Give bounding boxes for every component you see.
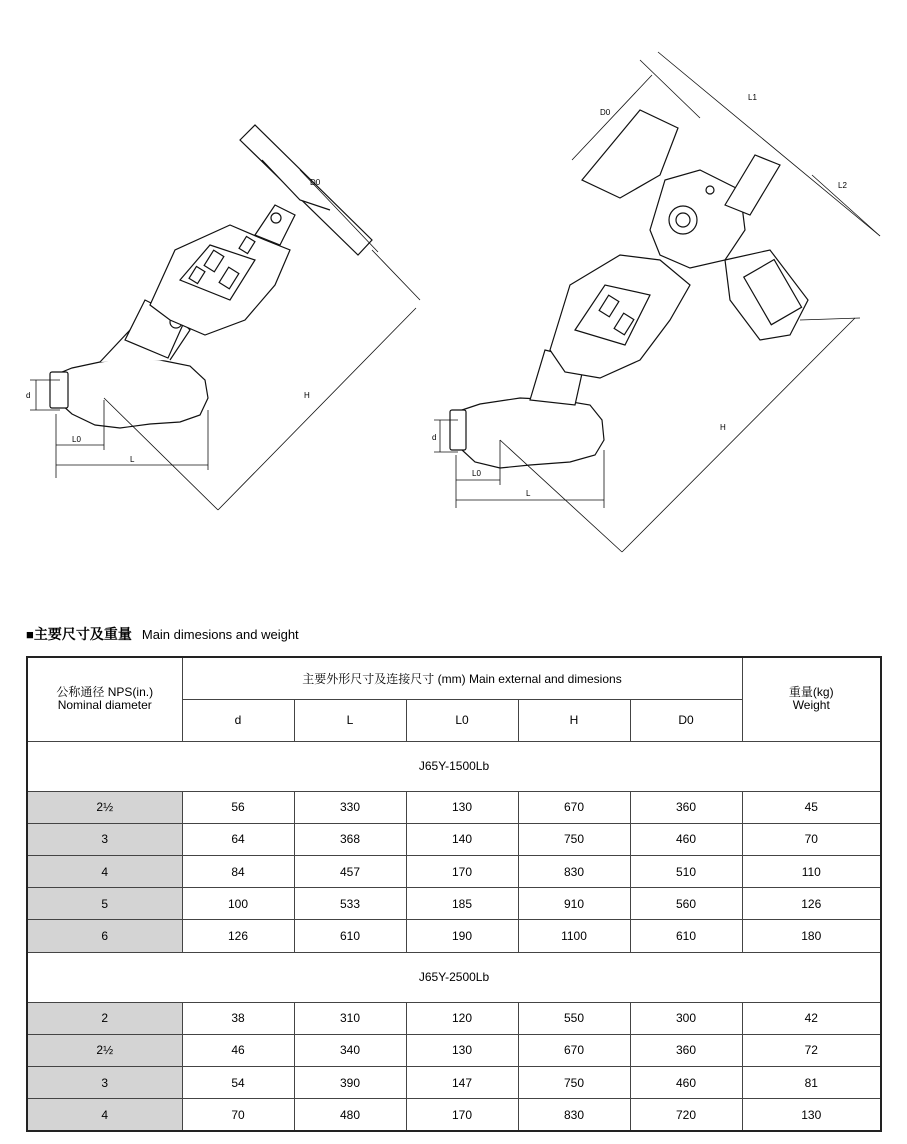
d0-cell: 560 — [630, 888, 742, 920]
d-cell: 126 — [182, 920, 294, 952]
l-cell: 610 — [294, 920, 406, 952]
right-l0-label: L0 — [472, 469, 481, 478]
d-cell: 46 — [182, 1034, 294, 1066]
weight-cell: 110 — [742, 855, 881, 887]
section-title-en: Main dimesions and weight — [141, 627, 299, 642]
col-d-header: d — [182, 699, 294, 741]
d0-cell: 460 — [630, 823, 742, 855]
handwheel-valve-dimensions — [30, 170, 420, 510]
col-h-header: H — [518, 699, 630, 741]
weight-zh: 重量(kg) — [788, 685, 834, 700]
l0-cell: 130 — [406, 791, 518, 823]
h-cell: 550 — [518, 1002, 630, 1034]
right-l1-label: L1 — [748, 93, 757, 102]
right-l-label: L — [526, 489, 531, 498]
l-cell: 390 — [294, 1067, 406, 1099]
l-cell: 340 — [294, 1034, 406, 1066]
d0-cell: 510 — [630, 855, 742, 887]
right-d0-label: D0 — [600, 108, 611, 117]
table-row — [27, 1099, 881, 1131]
section-2500lb — [27, 952, 881, 1131]
nps-cell: 5 — [27, 888, 182, 920]
nps-cell: 2½ — [27, 791, 182, 823]
nps-cell: 3 — [27, 823, 182, 855]
l-cell: 480 — [294, 1099, 406, 1131]
left-l-label: L — [130, 455, 135, 464]
table-row — [27, 855, 881, 887]
section-title-zh: 主要尺寸及重量 — [33, 626, 132, 642]
nps-cell: 2 — [27, 1002, 182, 1034]
weight-cell: 45 — [742, 791, 881, 823]
col-l0-header: L0 — [406, 699, 518, 741]
section-label: J65Y-2500Lb — [27, 952, 881, 1002]
d-cell: 84 — [182, 855, 294, 887]
l0-cell: 140 — [406, 823, 518, 855]
d0-cell: 720 — [630, 1099, 742, 1131]
nps-cell: 4 — [27, 1099, 182, 1131]
table-row — [27, 1002, 881, 1034]
right-d-label: d — [432, 433, 437, 442]
l-cell: 457 — [294, 855, 406, 887]
l0-cell: 185 — [406, 888, 518, 920]
table-row — [27, 791, 881, 823]
dimensions-table — [26, 656, 882, 1132]
header-row — [27, 657, 881, 699]
h-cell: 1100 — [518, 920, 630, 952]
d0-cell: 460 — [630, 1067, 742, 1099]
handwheel-valve-drawing — [50, 125, 372, 428]
weight-cell: 130 — [742, 1099, 881, 1131]
nps-cell: 4 — [27, 855, 182, 887]
h-cell: 670 — [518, 1034, 630, 1066]
weight-en: Weight — [792, 698, 830, 713]
d-cell: 54 — [182, 1067, 294, 1099]
l-cell: 310 — [294, 1002, 406, 1034]
main-dimensions-header: 主要外形尺寸及连接尺寸 (mm) Main external and dimesions — [182, 657, 742, 699]
h-cell: 830 — [518, 855, 630, 887]
weight-header — [742, 657, 881, 741]
h-cell: 910 — [518, 888, 630, 920]
section-label-row — [27, 741, 881, 791]
gear-valve-drawing — [450, 110, 808, 468]
col-d0-header: D0 — [630, 699, 742, 741]
l0-cell: 170 — [406, 1099, 518, 1131]
d-cell: 38 — [182, 1002, 294, 1034]
weight-cell: 81 — [742, 1067, 881, 1099]
d0-cell: 360 — [630, 1034, 742, 1066]
table-row — [27, 888, 881, 920]
h-cell: 750 — [518, 823, 630, 855]
h-cell: 750 — [518, 1067, 630, 1099]
l0-cell: 170 — [406, 855, 518, 887]
weight-cell: 70 — [742, 823, 881, 855]
d0-cell: 360 — [630, 791, 742, 823]
right-h-label: H — [720, 423, 726, 432]
l0-cell: 120 — [406, 1002, 518, 1034]
l0-cell: 190 — [406, 920, 518, 952]
left-h-label: H — [304, 391, 310, 400]
l0-cell: 147 — [406, 1067, 518, 1099]
left-d-label: d — [26, 391, 31, 400]
h-cell: 670 — [518, 791, 630, 823]
l-cell: 533 — [294, 888, 406, 920]
table-row — [27, 920, 881, 952]
weight-cell: 126 — [742, 888, 881, 920]
section-bullet: ■ — [26, 627, 34, 642]
l-cell: 330 — [294, 791, 406, 823]
table-row — [27, 1034, 881, 1066]
weight-cell: 180 — [742, 920, 881, 952]
l0-cell: 130 — [406, 1034, 518, 1066]
section-label-row — [27, 952, 881, 1002]
d0-cell: 610 — [630, 920, 742, 952]
nps-cell: 6 — [27, 920, 182, 952]
nps-cell: 2½ — [27, 1034, 182, 1066]
weight-cell: 72 — [742, 1034, 881, 1066]
d-cell: 70 — [182, 1099, 294, 1131]
nominal-diameter-zh: 公称通径 NPS(in.) — [56, 685, 154, 700]
section-1500lb — [27, 741, 881, 952]
table-row — [27, 1067, 881, 1099]
nominal-diameter-en: Nominal diameter — [57, 698, 152, 713]
weight-cell: 42 — [742, 1002, 881, 1034]
d0-cell: 300 — [630, 1002, 742, 1034]
d-cell: 64 — [182, 823, 294, 855]
nominal-diameter-header — [27, 657, 182, 741]
section-title — [26, 624, 299, 644]
right-l2-label: L2 — [838, 181, 847, 190]
left-l0-label: L0 — [72, 435, 81, 444]
l-cell: 368 — [294, 823, 406, 855]
d-cell: 56 — [182, 791, 294, 823]
nps-cell: 3 — [27, 1067, 182, 1099]
table-row — [27, 823, 881, 855]
h-cell: 830 — [518, 1099, 630, 1131]
section-label: J65Y-1500Lb — [27, 741, 881, 791]
left-d0-label: D0 — [310, 178, 321, 187]
d-cell: 100 — [182, 888, 294, 920]
col-l-header: L — [294, 699, 406, 741]
